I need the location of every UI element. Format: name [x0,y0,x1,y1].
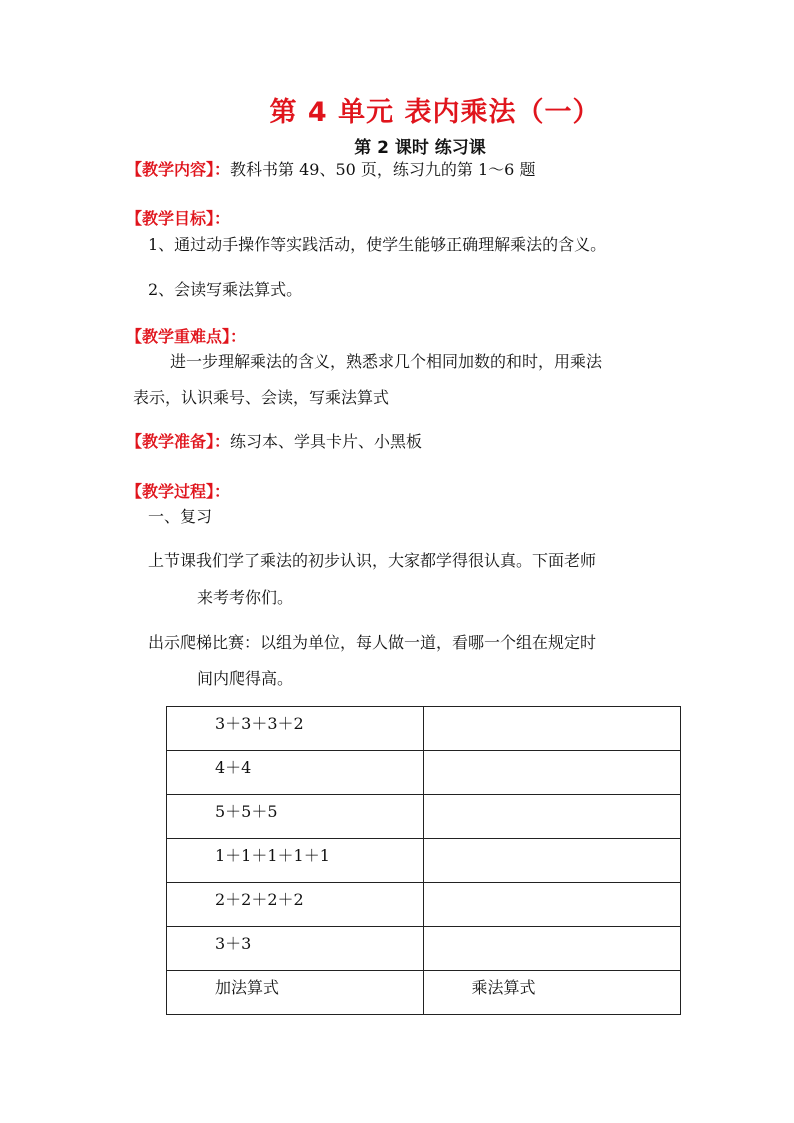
multiplication-cell [423,751,681,795]
addition-cell: 1＋1＋1＋1＋1 [167,839,424,883]
page-title: 第 4 单元 表内乘法（一） [269,97,601,128]
addition-cell: 3＋3＋3＋2 [167,707,424,751]
key-points-label: 【教学重难点】： [126,327,247,346]
addition-column-label: 加法算式 [167,971,424,1015]
multiplication-cell [423,927,681,971]
table-row [167,883,681,927]
addition-cell: 3＋3 [167,927,424,971]
teaching-content-text: 教科书第 49、50 页，练习九的第 1～6 题 [230,160,536,179]
addition-cell: 4＋4 [167,751,424,795]
multiplication-cell [423,883,681,927]
review-para-2-line-1: 出示爬梯比赛：以组为单位，每人做一道，看哪一个组在规定时 [148,633,597,652]
table-footer-row [167,971,681,1015]
ladder-practice-table [166,706,681,1015]
multiplication-cell [423,839,681,883]
objective-item-1: 1、通过动手操作等实践活动，使学生能够正确理解乘法的含义。 [148,235,607,254]
lesson-subtitle: 第 2 课时 练习课 [354,138,486,158]
review-para-1-line-1: 上节课我们学了乘法的初步认识，大家都学得很认真。下面老师 [148,551,597,570]
multiplication-column-label: 乘法算式 [423,971,681,1015]
preparation-label: 【教学准备】： [126,432,231,451]
addition-cell: 5＋5＋5 [167,795,424,839]
review-para-1-line-2: 来考考你们。 [197,588,294,607]
preparation-line [126,429,422,452]
review-para-2-line-2: 间内爬得高。 [197,669,294,688]
table-row [167,707,681,751]
key-points-line-1: 进一步理解乘法的含义，熟悉求几个相同加数的和时，用乘法 [170,352,603,371]
table-row [167,927,681,971]
key-points-line-2: 表示，认识乘号、会读，写乘法算式 [133,388,390,407]
multiplication-cell [423,707,681,751]
table-row [167,839,681,883]
objective-item-2: 2、会读写乘法算式。 [148,280,303,299]
objectives-label: 【教学目标】： [126,209,231,228]
process-label: 【教学过程】： [126,482,231,501]
multiplication-cell [423,795,681,839]
table-row [167,751,681,795]
table-row [167,795,681,839]
teaching-content-line [126,157,535,180]
teaching-content-label: 【教学内容】： [126,160,231,179]
review-heading: 一、复习 [148,507,213,526]
addition-cell: 2＋2＋2＋2 [167,883,424,927]
preparation-text: 练习本、学具卡片、小黑板 [230,432,423,451]
